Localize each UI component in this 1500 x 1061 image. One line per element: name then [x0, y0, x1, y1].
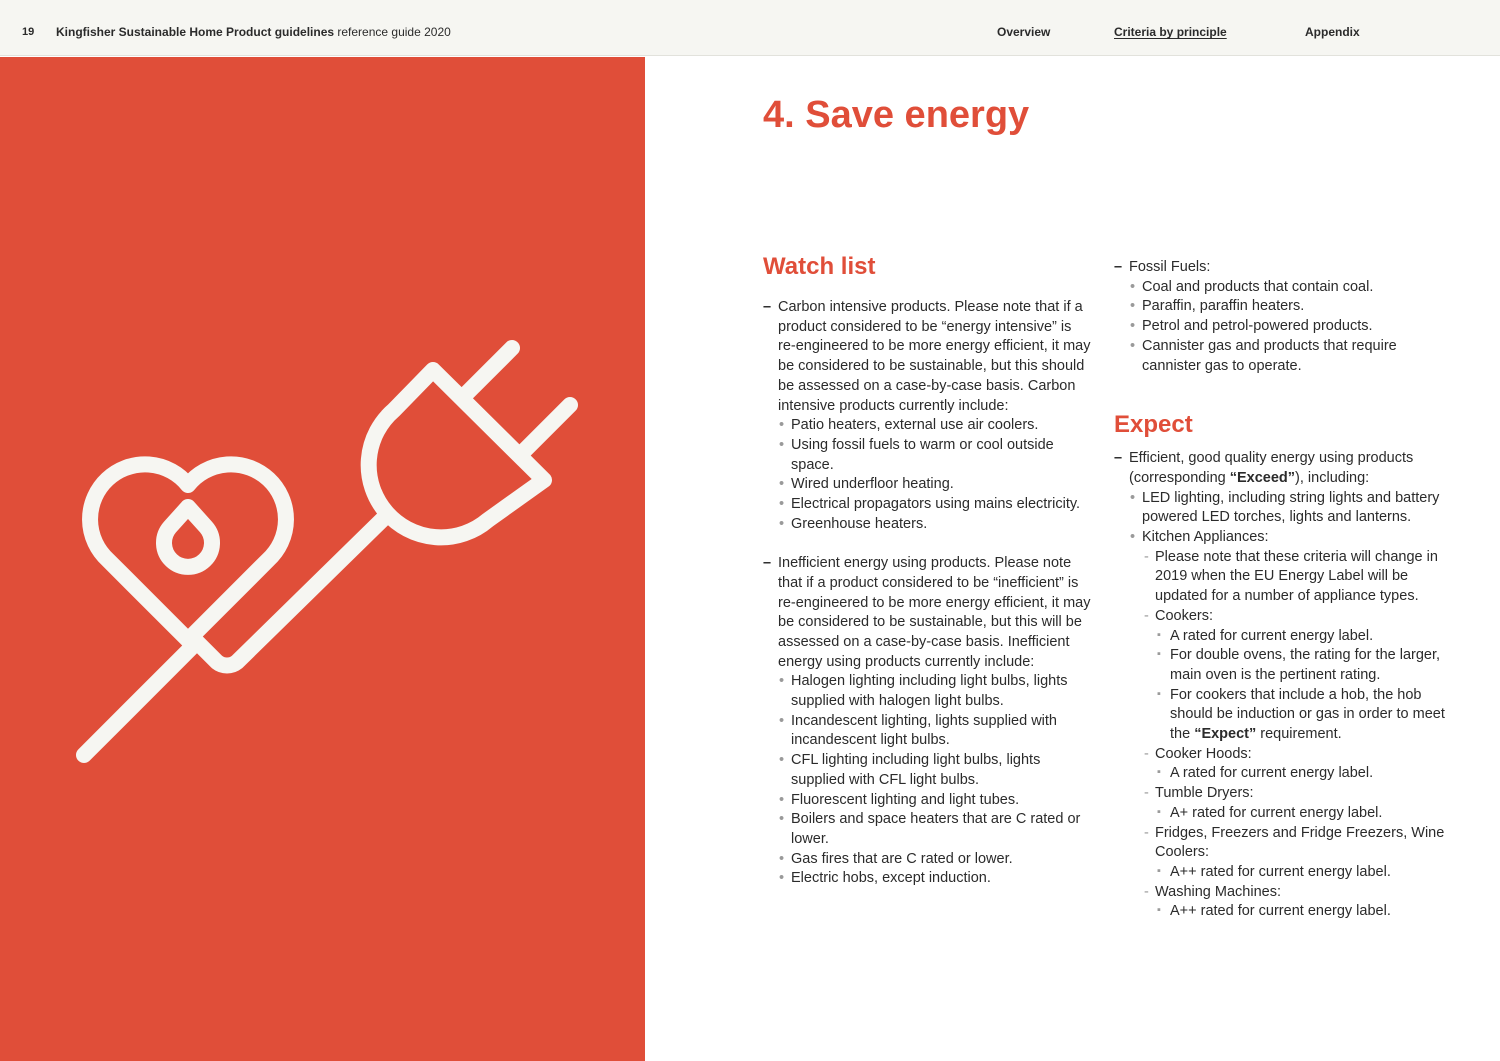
list-item: • Using fossil fuels to warm or cool outside space. — [778, 436, 1093, 475]
fridges-text: Fridges, Freezers and Fridge Freezers, Wine Coolers: — [1155, 824, 1445, 861]
right-column — [1114, 258, 1454, 922]
tumble-dryers-text: Tumble Dryers: — [1155, 785, 1254, 802]
page-title: 4. Save energy — [763, 94, 1030, 136]
expect-intro-a: Efficient, good quality energy using products (corresponding — [1129, 450, 1414, 486]
list-item: • Gas fires that are C rated or lower. — [778, 850, 1093, 870]
expect-list — [1114, 449, 1454, 922]
nav-overview[interactable]: Overview — [997, 25, 1051, 39]
cookers-text: Cookers: — [1155, 607, 1214, 624]
list-item — [1114, 449, 1454, 922]
list-item — [1114, 258, 1454, 376]
carbon-intensive-text: Carbon intensive products. Please note that if a product considered to be “energy intensive” is re-engineered to be more energy efficient, it may be considered to be sustainable, but this should be assessed on a case-by-case basis. Carbon intensive products currently include: — [778, 299, 1091, 414]
hero-panel — [0, 57, 645, 1061]
list-item — [1142, 883, 1454, 922]
top-bar — [0, 0, 1500, 56]
list-item: ▪ A+ rated for current energy label. — [1155, 804, 1454, 824]
list-item — [1155, 686, 1454, 745]
list-item: ▪ A rated for current energy label. — [1155, 764, 1454, 784]
hob-text-a: For cookers that include a hob, the hob should be induction or gas in order to meet the — [1170, 686, 1445, 743]
fossil-fuels-text: Fossil Fuels: — [1129, 259, 1211, 275]
list-item — [1142, 824, 1454, 883]
list-item: • Paraffin, paraffin heaters. — [1129, 297, 1454, 317]
cooker-hoods-text: Cooker Hoods: — [1155, 745, 1252, 762]
expect-intro-b: ), including: — [1295, 469, 1370, 486]
list-item — [1129, 528, 1454, 922]
list-item: • Coal and products that contain coal. — [1129, 278, 1454, 298]
list-item: ▪ For double ovens, the rating for the larger, main oven is the pertinent rating. — [1155, 646, 1454, 685]
list-item: ▪ A rated for current energy label. — [1155, 627, 1454, 647]
document-title-bold: Kingfisher Sustainable Home Product guidelines — [56, 25, 335, 39]
nav-criteria-by-principle[interactable]: Criteria by principle — [1114, 25, 1227, 39]
list-item: • LED lighting, including string lights and battery powered LED torches, lights and lanterns. — [1129, 489, 1454, 528]
hob-text-b: requirement. — [1256, 726, 1342, 743]
kitchen-appliances-text: Kitchen Appliances: — [1142, 529, 1269, 546]
watch-list-heading: Watch list — [763, 253, 876, 280]
fossil-fuels-list — [1114, 258, 1454, 376]
nav-appendix[interactable]: Appendix — [1305, 25, 1360, 39]
list-item: • Petrol and petrol-powered products. — [1129, 317, 1454, 337]
list-item — [1142, 745, 1454, 784]
list-item: • Patio heaters, external use air coolers. — [778, 416, 1093, 436]
heart-plug-icon — [0, 57, 645, 1061]
list-item: • Boilers and space heaters that are C rated or lower. — [778, 810, 1093, 849]
list-item — [1142, 607, 1454, 745]
list-item: • Fluorescent lighting and light tubes. — [778, 791, 1093, 811]
list-item: • Electrical propagators using mains electricity. — [778, 495, 1093, 515]
washing-machines-text: Washing Machines: — [1155, 883, 1281, 900]
list-item: ▪ A++ rated for current energy label. — [1155, 902, 1454, 922]
watch-list-column — [763, 252, 1093, 889]
expect-label: “Expect” — [1194, 726, 1257, 743]
list-item: - Please note that these criteria will change in 2019 when the EU Energy Label will be updated for a number of appliance types. — [1142, 548, 1454, 607]
list-item: • Cannister gas and products that require cannister gas to operate. — [1129, 337, 1454, 376]
list-item — [763, 298, 1093, 534]
page-number: 19 — [22, 26, 35, 38]
inefficient-energy-text: Inefficient energy using products. Please note that if a product considered to be “inefficient” is re-engineered to be more energy efficient, it may be considered to be sustainable, but this will be assessed on a case-by-case basis. Inefficient energy using products currently include: — [778, 555, 1091, 670]
watch-list — [763, 298, 1093, 889]
expect-intro — [1129, 450, 1413, 486]
exceed-label: “Exceed” — [1229, 469, 1296, 486]
list-item: • Wired underfloor heating. — [778, 475, 1093, 495]
list-item — [763, 554, 1093, 889]
expect-heading: Expect — [1114, 411, 1193, 439]
list-item: ▪ A++ rated for current energy label. — [1155, 863, 1454, 883]
list-item: • Incandescent lighting, lights supplied with incandescent light bulbs. — [778, 712, 1093, 751]
document-title — [56, 25, 451, 39]
list-item: • Greenhouse heaters. — [778, 515, 1093, 535]
list-item: • Halogen lighting including light bulbs, lights supplied with halogen light bulbs. — [778, 672, 1093, 711]
list-item: • CFL lighting including light bulbs, lights supplied with CFL light bulbs. — [778, 751, 1093, 790]
list-item — [1142, 784, 1454, 823]
document-title-rest: reference guide 2020 — [334, 25, 451, 39]
list-item: • Electric hobs, except induction. — [778, 869, 1093, 889]
